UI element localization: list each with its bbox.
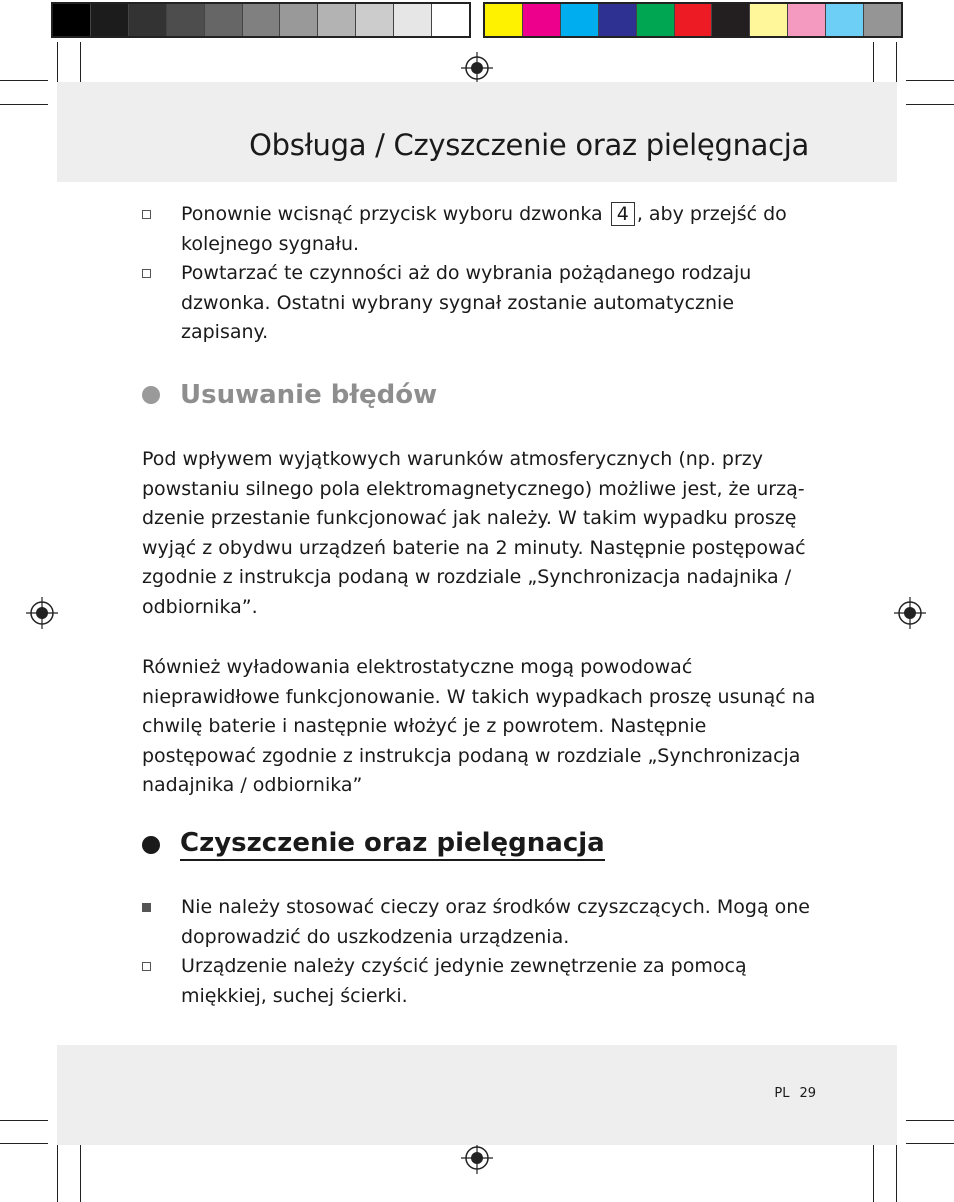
color-swatch — [675, 4, 713, 36]
page-number — [774, 1086, 816, 1101]
crop-mark — [906, 1120, 954, 1121]
color-swatch — [243, 4, 281, 36]
intro-list — [142, 200, 822, 348]
process-color-bar — [483, 2, 903, 38]
list-item — [142, 259, 822, 348]
color-swatch — [167, 4, 205, 36]
cleaning-list-container — [142, 893, 822, 1011]
crop-mark — [906, 104, 954, 105]
color-swatch — [91, 4, 129, 36]
color-swatch — [394, 4, 432, 36]
crop-mark — [906, 1143, 954, 1144]
section-title: Czyszczenie oraz pielęgnacja — [180, 828, 605, 861]
list-item-text: Powtarzać te czynności aż do wybrania pożądanego rodzaju dzwonka. Ostatni wybrany sygnał zostanie automatycznie zapisany. — [181, 262, 752, 343]
color-swatch — [280, 4, 318, 36]
list-item-text-after: , aby przejść do kolejnego sygnału. — [181, 203, 787, 255]
color-swatch — [826, 4, 864, 36]
crop-mark — [873, 1145, 874, 1202]
color-swatch — [356, 4, 394, 36]
crop-mark — [906, 80, 954, 81]
registration-mark-icon — [894, 597, 926, 629]
errors-paragraph-2: Również wyładowania elektrostatyczne mogą powodować nieprawidłowe funkcjonowanie. W takich wypadkach proszę usunąć na chwilę baterie i następnie włożyć je z powrotem. Następnie postępować zgodnie z instrukcja podaną w rozdziale „Synchronizacja nadajnika / odbiornika” — [142, 656, 816, 796]
crop-mark — [57, 1145, 58, 1202]
color-swatch — [637, 4, 675, 36]
color-swatch — [599, 4, 637, 36]
cleaning-list — [142, 893, 822, 1011]
button-reference-key: 4 — [611, 202, 635, 226]
crop-mark — [896, 1145, 897, 1202]
color-swatch — [561, 4, 599, 36]
square-bullet-icon — [142, 903, 151, 912]
checkbox-bullet-icon — [142, 962, 151, 971]
section-bullet-icon — [142, 386, 160, 404]
grayscale-color-bar — [51, 2, 471, 38]
color-swatch — [523, 4, 561, 36]
list-item-text-before: Ponownie wcisnąć przycisk wyboru dzwonka — [181, 203, 609, 225]
language-code: PL — [774, 1086, 790, 1101]
color-swatch — [432, 4, 469, 36]
crop-mark — [80, 1145, 81, 1202]
checkbox-bullet-icon — [142, 210, 151, 219]
list-item-text: Urządzenie należy czyścić jedynie zewnętrzenie za pomocą miękkiej, suchej ścierki. — [181, 955, 747, 1007]
section-heading-cleaning — [142, 828, 605, 861]
list-item-text: Nie należy stosować cieczy oraz środków czyszczących. Mogą one doprowadzić do uszkodzenia urządzenia. — [181, 896, 810, 948]
color-swatch — [205, 4, 243, 36]
color-swatch — [712, 4, 750, 36]
page-title: Obsługa / Czyszczenie oraz pielęgnacja — [249, 128, 809, 162]
checkbox-bullet-icon — [142, 269, 151, 278]
section-bullet-icon — [142, 836, 160, 854]
color-swatch — [864, 4, 901, 36]
list-item — [142, 200, 822, 259]
registration-mark-icon — [461, 52, 493, 84]
crop-mark — [0, 104, 48, 105]
color-swatch — [788, 4, 826, 36]
list-item — [142, 952, 822, 1011]
section-heading-errors — [142, 380, 437, 410]
color-swatch — [129, 4, 167, 36]
page-number-value: 29 — [799, 1086, 816, 1101]
registration-mark-icon — [26, 597, 58, 629]
color-swatch — [485, 4, 523, 36]
section-title: Usuwanie błędów — [180, 380, 438, 410]
color-swatch — [53, 4, 91, 36]
intro-list-container — [142, 200, 822, 348]
list-item — [142, 893, 822, 952]
footer-band — [57, 1045, 897, 1145]
crop-mark — [0, 1143, 48, 1144]
color-swatch — [750, 4, 788, 36]
color-swatch — [318, 4, 356, 36]
crop-mark — [0, 80, 48, 81]
registration-mark-icon — [461, 1142, 493, 1174]
errors-paragraph-1: Pod wpływem wyjątkowych warunków atmosferycznych (np. przy powstaniu silnego pola elektromagnetycznego) możliwe jest, że urządzenie przestanie funkcjonować jak należy. W takim wypadku proszę wyjąć z obydwu urządzeń baterie na 2 minuty. Następnie postępować zgodnie z instrukcja podaną w rozdziale „Synchronizacja nadajnika / odbiornika”. — [142, 448, 806, 618]
crop-mark — [0, 1120, 48, 1121]
